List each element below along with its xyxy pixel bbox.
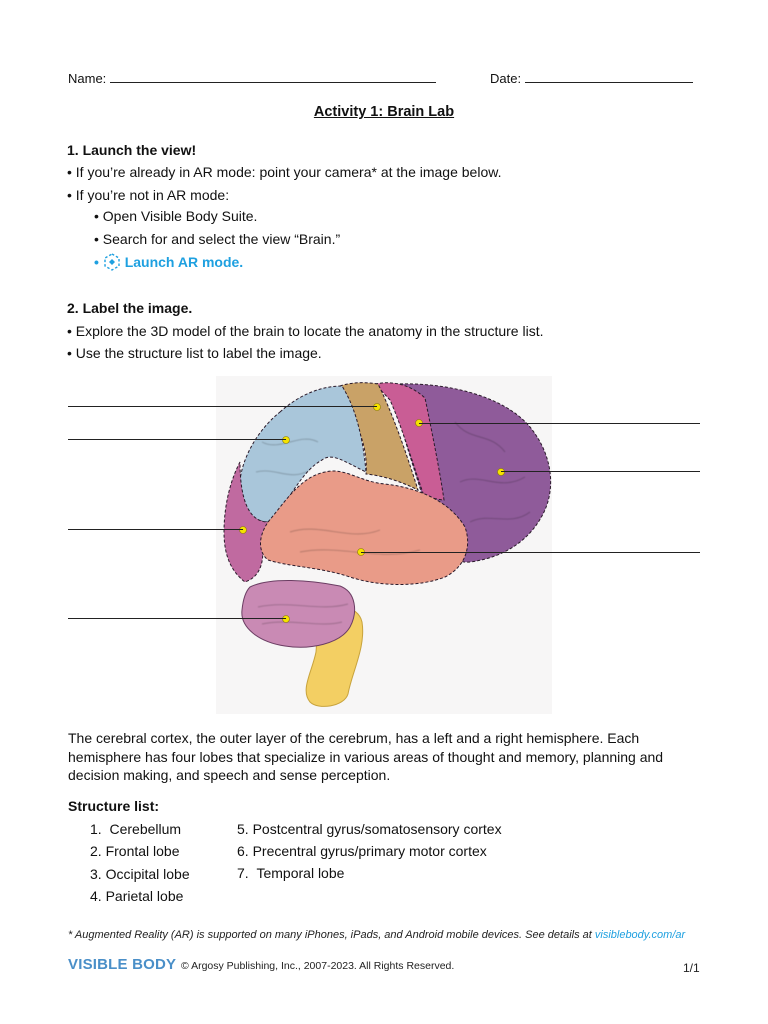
description-paragraph: The cerebral cortex, the outer layer of the cerebrum, has a left and a right hemisphere. Each hemisphere has four lobes that specialize in various areas of thought and memory, planning and decision making, and speech and sense perception. [68,730,664,783]
marker-3[interactable] [240,527,247,534]
footnote-link[interactable]: visiblebody.com/ar [594,929,686,941]
label-line-5[interactable] [419,423,700,424]
list-item: 2. Frontal lobe [90,843,180,859]
name-blank[interactable] [110,70,436,83]
date-blank[interactable] [525,70,693,83]
list-item: 4. Parietal lobe [90,888,184,904]
page-number: 1/1 [683,961,700,975]
section1-bullet1: • If you’re already in AR mode: point your camera* at the image below. [67,164,502,180]
section2-bullet2: • Use the structure list to label the image. [67,345,322,361]
visible-body-logo: VISIBLE BODY [68,956,177,973]
label-line-2[interactable] [68,439,286,440]
section1-bullet2: • If you’re not in AR mode: [67,187,230,203]
section1-sub2: • Search for and select the view “Brain.” [94,231,341,247]
label-line-3[interactable] [68,529,243,530]
launch-ar-label: Launch AR mode. [124,254,244,270]
marker-4[interactable] [283,616,290,623]
name-field[interactable] [68,70,436,86]
label-line-7[interactable] [361,552,700,553]
cerebellum [242,580,355,647]
name-label: Name: [68,71,107,86]
list-item: 5. Postcentral gyrus/somatosensory cortex [237,821,502,837]
launch-ar-link[interactable]: • Launch AR mode. [94,254,244,270]
section1-sub1: • Open Visible Body Suite. [94,208,258,224]
footnote: * Augmented Reality (AR) is supported on many iPhones, iPads, and Android mobile devices. See details at visiblebody.com/ar [68,929,686,941]
ar-icon [103,253,121,271]
marker-6[interactable] [498,469,505,476]
date-field[interactable] [490,70,693,86]
copyright: © Argosy Publishing, Inc., 2007-2023. All Rights Reserved. [181,960,455,972]
marker-2[interactable] [283,437,290,444]
date-label: Date: [490,71,522,86]
page-title: Activity 1: Brain Lab [313,104,455,120]
marker-1[interactable] [374,404,381,411]
section2-heading: 2. Label the image. [67,300,193,316]
section1-heading: 1. Launch the view! [67,142,197,158]
list-item: 7. Temporal lobe [237,865,345,881]
label-line-4[interactable] [68,618,286,619]
structure-list-heading: Structure list: [68,798,160,814]
section2-bullet1: • Explore the 3D model of the brain to locate the anatomy in the structure list. [67,323,544,339]
label-line-1[interactable] [68,406,377,407]
list-item: 1. Cerebellum [90,821,182,837]
label-line-6[interactable] [501,471,700,472]
list-item: 6. Precentral gyrus/primary motor cortex [237,843,487,859]
list-item: 3. Occipital lobe [90,866,190,882]
